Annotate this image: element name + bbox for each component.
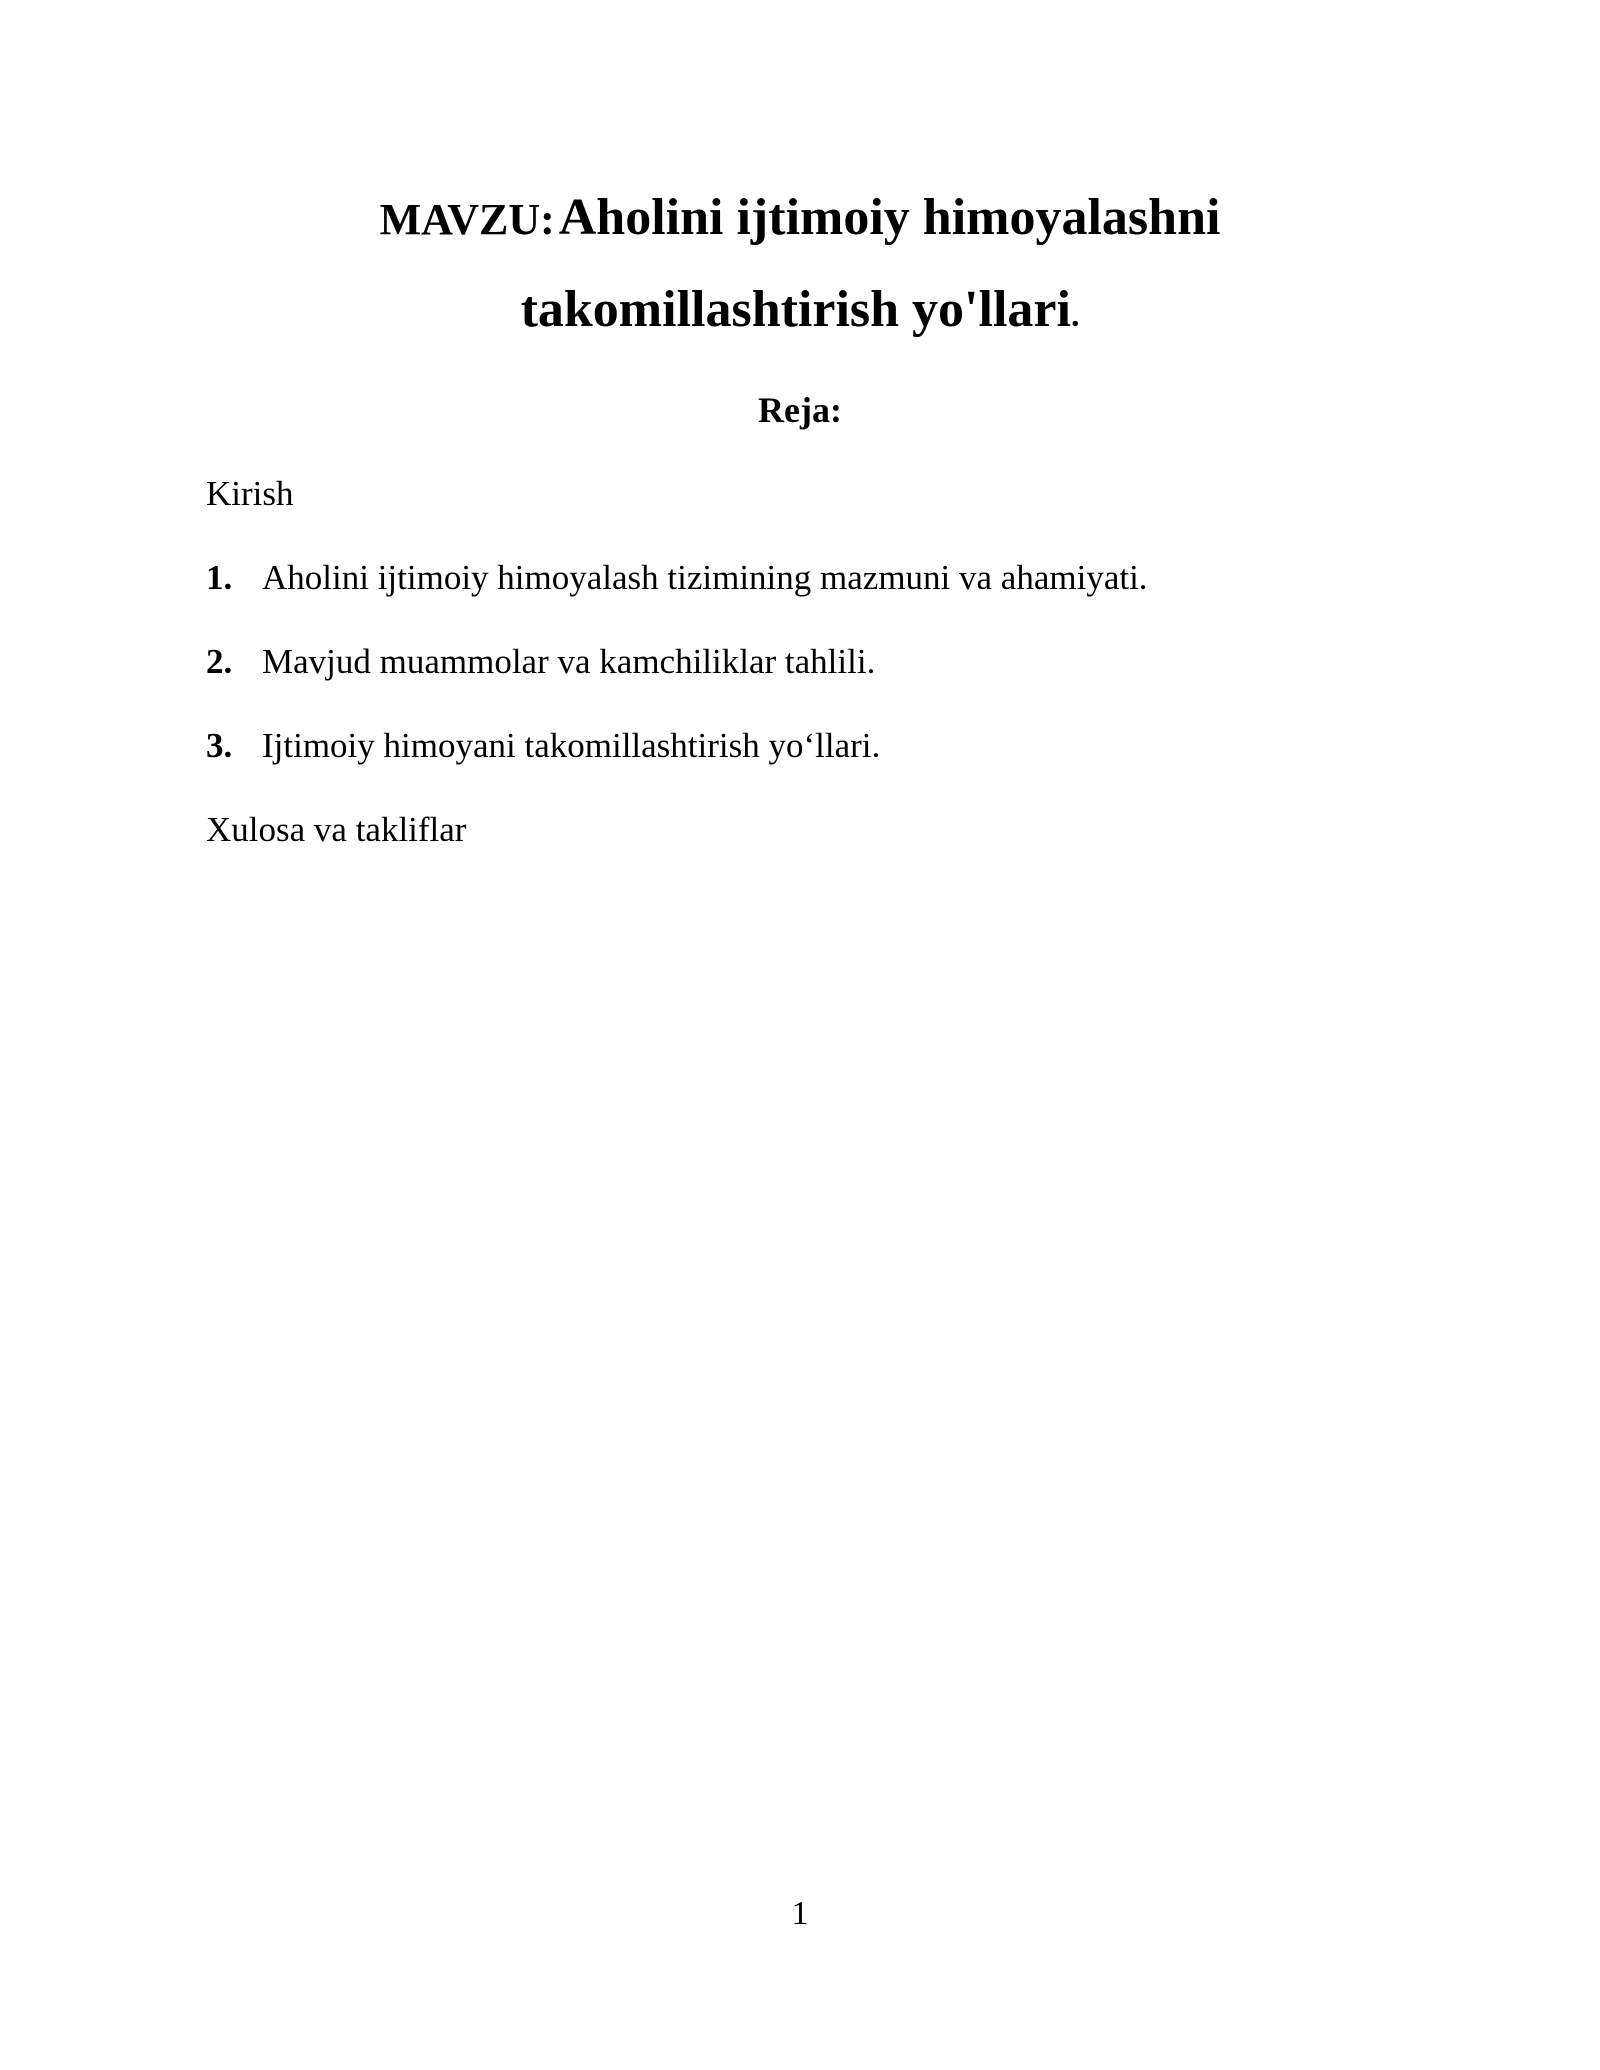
plan-item-text: Aholini ijtimoiy himoyalash tizimining mazmuni va ahamiyati. xyxy=(262,558,1148,597)
title-line-1 xyxy=(0,188,1600,260)
plan-item-text: Mavjud muammolar va kamchiliklar tahlili. xyxy=(262,642,876,681)
plan-item xyxy=(206,640,875,684)
plan-item xyxy=(206,556,1148,600)
plan-heading: Reja: xyxy=(758,390,842,430)
plan-item xyxy=(206,724,880,768)
title-prefix: MAVZU: xyxy=(379,195,555,244)
page-number: 1 xyxy=(791,1895,809,1932)
title-end-punctuation: . xyxy=(1070,297,1080,334)
plan-item-number: 1. xyxy=(206,558,233,597)
plan-item-number: 3. xyxy=(206,726,233,765)
title-text-part-1: Aholini ijtimoiy himoyalashni xyxy=(558,189,1221,246)
plan-conclusion: Xulosa va takliflar xyxy=(206,810,467,849)
title-text-part-2: takomillashtirish yo'llari xyxy=(520,281,1071,338)
title-line-2 xyxy=(0,280,1600,352)
plan-introduction: Kirish xyxy=(206,474,294,513)
plan-item-text: Ijtimoiy himoyani takomillashtirish yo‘llari. xyxy=(262,726,881,765)
plan-item-number: 2. xyxy=(206,642,233,681)
